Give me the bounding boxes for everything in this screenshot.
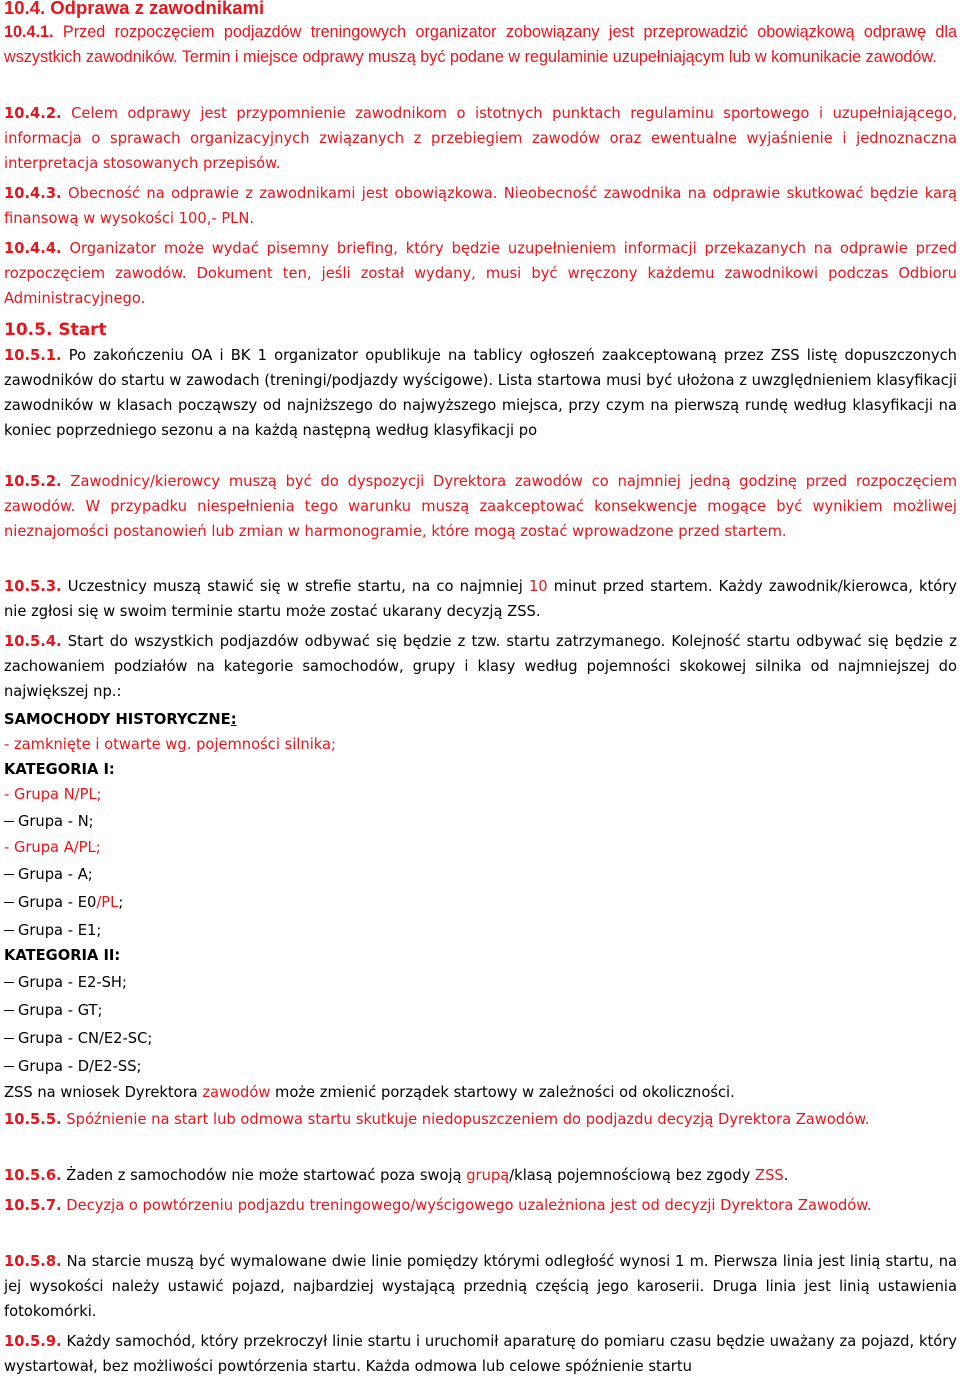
list-item: Grupa - E2-SH; [4,974,127,991]
heading-10-5: 10.5. Start [4,320,107,340]
paragraph-10-5-5 [4,1108,957,1133]
section-number: 10.5.8. [4,1253,62,1270]
minutes-value: 10 [528,578,548,595]
list-item: Grupa - E0/PL; [4,894,123,911]
paragraph-10-5-2 [4,470,957,545]
paragraph-text: Na starcie muszą być wymalowane dwie linie pomiędzy którymi odległość wynosi 1 m. Pierwsza linia jest linią startu, na jej wysokości należy ustawić pojazd, najbardziej wystającą przednią częścią jego karoserii. Druga linia jest linią ustawienia fotokomórki. [4,1253,957,1320]
dash-icon [4,930,14,931]
dash-icon [4,1038,14,1039]
list-item: Grupa - GT; [4,1002,102,1019]
list-item: - Grupa A/PL; [4,839,101,856]
section-number: 10.5.1. [4,347,62,364]
heading-10-4: 10.4. Odprawa z zawodnikami [4,0,265,18]
paragraph-text: Organizator może wydać pisemny briefing, który będzie uzupełnieniem informacji przekazanych na odprawie przed rozpoczęciem zawodów. Dokument ten, jeśli został wydany, musi być wręczony każdemu zawodnikowi podczas Odbioru Administracyjnego. [4,240,957,307]
paragraph-10-5-7 [4,1194,957,1219]
dash-icon [4,874,14,875]
paragraph-text: Spóźnienie na start lub odmowa startu skutkuje niedopuszczeniem do podjazdu decyzją Dyrektora Zawodów. [61,1111,870,1128]
paragraph-text: Po zakończeniu OA i BK 1 organizator opublikuje na tablicy ogłoszeń zaakceptowaną przez ZSS listę dopuszczonych zawodników do startu w zawodach (treningi/podjazdy wyścigowe). Lista startowa musi być ułożona z uwzględnieniem klasyfikacji zawodników w klasach począwszy od najniższego do najwyższego miejsca, przy czym na pierwszą rundę według klasyfikacji na koniec poprzedniego sezonu a na każdą następną według klasyfikacji po [4,347,957,439]
zss-order-note: ZSS na wniosek Dyrektora zawodów może zmienić porządek startowy w zależności od okoliczności. [4,1084,735,1101]
section-number: 10.5.4. [4,633,62,650]
list-item: Grupa - D/E2-SS; [4,1058,141,1075]
kategoria-2-heading: KATEGORIA II: [4,947,121,964]
closed-open-line: - zamknięte i otwarte wg. pojemności silnika; [4,736,336,753]
samochody-historyczne-heading: SAMOCHODY HISTORYCZNE: [4,711,237,728]
section-number: 10.4.1. [4,23,54,41]
paragraph-10-5-1 [4,344,957,444]
paragraph-10-4-1 [4,20,957,70]
paragraph-10-4-4 [4,237,957,312]
paragraph-text: Zawodnicy/kierowcy muszą być do dyspozycji Dyrektora zawodów co najmniej jedną godzinę przed rozpoczęciem zawodów. W przypadku niespełnienia tego warunku muszą zaakceptować konsekwencje mogące być wynikiem możliwej nieznajomości postanowień lub zmian w harmonogramie, które mogą zostać wprowadzone przed startem. [4,473,957,540]
paragraph-10-5-8 [4,1250,957,1325]
list-item: Grupa - CN/E2-SC; [4,1030,152,1047]
paragraph-10-5-4 [4,630,957,705]
section-number: 10.5.5. [4,1111,62,1128]
dash-icon [4,1066,14,1067]
section-number: 10.4.3. [4,185,62,202]
dash-icon [4,821,14,822]
paragraph-text: Każdy samochód, który przekroczył linie startu i uruchomił aparaturę do pomiaru czasu będzie uważany za pojazd, który wystartował, bez możliwości powtórzenia startu. Każda odmowa lub celowe spóźnienie startu [4,1333,957,1375]
list-item: Grupa - N; [4,813,94,830]
section-number: 10.5.6. [4,1167,62,1184]
paragraph-text: Przed rozpoczęciem podjazdów treningowych organizator zobowiązany jest przeprowadzić obowiązkową odprawę dla wszystkich zawodników. Termin i miejsce odprawy muszą być podane w regulaminie uzupełniającym lub w komunikacie zawodów. [4,23,957,66]
dash-icon [4,982,14,983]
section-number: 10.5.9. [4,1333,62,1350]
paragraph-10-4-2 [4,102,957,177]
paragraph-10-5-3: 10.5.3. Uczestnicy muszą stawić się w strefie startu, na co najmniej 10 minut przed startem. Każdy zawodnik/kierowca, który nie zgłosi się w swoim terminie startu może zostać ukarany decyzją ZSS. [4,578,957,620]
paragraph-text: Celem odprawy jest przypomnienie zawodnikom o istotnych punktach regulaminu sportowego i uzupełniającego, informacja o sprawach organizacyjnych związanych z przebiegiem zawodów oraz ewentualne wyjaśnienie i jednoznaczna interpretacja stosowanych przepisów. [4,105,957,172]
kategoria-1-heading: KATEGORIA I: [4,761,115,778]
paragraph-10-4-3 [4,182,957,232]
list-item: - Grupa N/PL; [4,786,102,803]
section-number: 10.4.2. [4,105,62,122]
paragraph-10-5-6: 10.5.6. Żaden z samochodów nie może startować poza swoją grupą/klasą pojemnościową bez zgody ZSS. [4,1167,789,1184]
paragraph-text: Decyzja o powtórzeniu podjazdu treningowego/wyścigowego uzależniona jest od decyzji Dyrektora Zawodów. [61,1197,872,1214]
list-item: Grupa - A; [4,866,93,883]
paragraph-text: Start do wszystkich podjazdów odbywać się będzie z tzw. startu zatrzymanego. Kolejność startu odbywać się będzie z zachowaniem podziałów na kategorie samochodów, grupy i klasy według pojemności skokowej silnika od najmniejszej do największej np.: [4,633,957,700]
dash-icon [4,1010,14,1011]
section-number: 10.4.4. [4,240,62,257]
section-number: 10.5.7. [4,1197,62,1214]
paragraph-10-5-9 [4,1330,957,1380]
section-number: 10.5.3. [4,578,62,595]
list-item: Grupa - E1; [4,922,101,939]
paragraph-text: Obecność na odprawie z zawodnikami jest obowiązkowa. Nieobecność zawodnika na odprawie skutkować będzie karą finansową w wysokości 100,- PLN. [4,185,957,227]
section-number: 10.5.2. [4,473,62,490]
dash-icon [4,902,14,903]
